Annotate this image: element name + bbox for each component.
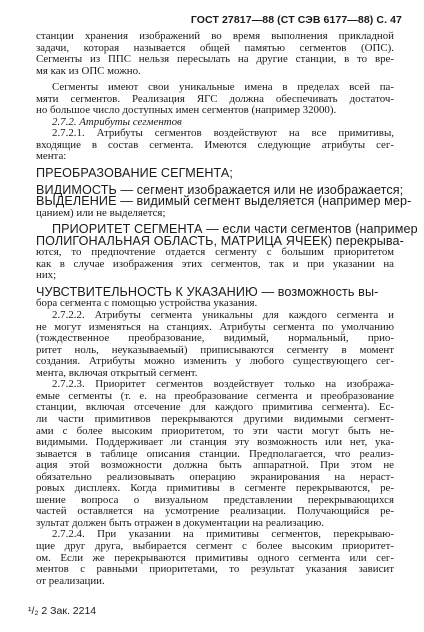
- text-line: ами с более высоким приоритетом, то эти части могут быть не-: [36, 424, 394, 437]
- text-line: 2.7.2.3. Приоритет сегментов воздействует только на изобража-: [52, 378, 394, 391]
- text-line: бора сегмента с помощью устройства указания.: [36, 297, 258, 310]
- text-line: 2.7.2.4. При указании на примитивы сегментов, перекрываю-: [52, 528, 394, 541]
- text-line: цанием) или не выделяется;: [36, 206, 166, 219]
- attribute-item: ЧУВСТВИТЕЛЬНОСТЬ К УКАЗАНИЮ — возможность вы-: [36, 284, 379, 299]
- text-line: Сегменты из ППС нельзя пересылать на другие станции, в то вре-: [36, 53, 394, 66]
- text-line: ются, то предпочтение отдается сегменту с большим приоритетом: [36, 246, 394, 259]
- text-line: ровых дисплеях. Когда примитивы в сегменте перекрываются, ре-: [36, 482, 394, 495]
- text-line: создания. Атрибуты можно изменить у любого существующего сег-: [36, 355, 394, 368]
- text-line: ПОЛИГОНАЛЬНАЯ ОБЛАСТЬ, МАТРИЦА ЯЧЕЕК) перекрыва-: [36, 233, 404, 248]
- running-head: ГОСТ 27817—88 (СТ СЭВ 6177—88) С. 47: [190, 14, 402, 26]
- text-line: ация этой возможности должна быть аппаратной. При этом не: [36, 459, 394, 472]
- text-line: ом. Если же перекрываются примитивы одного сегмента или сег-: [36, 551, 394, 564]
- text-line: зывается в таблице описания станции. Предполагается, что реализ-: [36, 447, 394, 460]
- text-line: мента, включая открытый сегмент.: [36, 366, 198, 379]
- text-line: но большое число доступных имен сегментов (например 32000).: [36, 104, 337, 117]
- text-line: емые сегменты (т. е. на преобразование сегмента и преобразование: [36, 389, 394, 402]
- text-line: мента:: [36, 150, 67, 163]
- attribute-item: ВЫДЕЛЕНИЕ — видимый сегмент выделяется (например мер-: [36, 194, 412, 209]
- text-line: 2.7.2.1. Атрибуты сегментов воздействуют на все примитивы,: [52, 127, 394, 140]
- text-line: ритет ноль, неуказываемый) приписываются сегменту в момент: [36, 343, 394, 356]
- text-line: входящие в состав сегмента. Имеются следующие атрибуты сег-: [36, 138, 394, 151]
- body-text: [36, 30, 418, 587]
- text-line: ментов с равными приоритетами, то результат указания зависит: [36, 563, 394, 576]
- text-line: как в случае изображения этих сегментов, так и при указании на: [36, 257, 394, 270]
- text-line: частей оставляется на усмотрение реализации. Получающийся ре-: [36, 505, 394, 518]
- text-line: станции хранения изображений во время выполнения прикладной: [36, 30, 394, 42]
- text-line: обязательно реализовывать операцию экранирования на нераст-: [36, 470, 394, 483]
- text-line: них;: [36, 269, 57, 282]
- text-line: видимыми. Поддерживает ли станция эту возможность или нет, ука-: [36, 436, 394, 449]
- section-heading: 2.7.2. Атрибуты сегментов: [52, 115, 182, 128]
- attribute-item: ПРЕОБРАЗОВАНИЕ СЕГМЕНТА;: [36, 166, 233, 181]
- text-line: мяти сегментов. Реализация ЯГС должна обеспечивать достаточ-: [36, 92, 394, 105]
- text-line: щие друг друга, выбирается сегмент с более высоким приоритет-: [36, 539, 394, 552]
- text-line: Сегменты имеют свои уникальные имена в пределах всей па-: [52, 81, 394, 94]
- printer-signature-mark: ¹/₂ 2 Зак. 2214: [28, 605, 97, 617]
- text-line: ли части примитивов перекрываются другими видимыми сегмент-: [36, 412, 394, 425]
- attribute-item: ВИДИМОСТЬ — сегмент изображается или не изображается;: [36, 182, 404, 197]
- text-line: (тождественное преобразование, видимый, нормальный, прио-: [36, 332, 394, 345]
- text-line: от реализации.: [36, 574, 105, 587]
- text-line: зультат должен быть отражен в документации на реализацию.: [36, 516, 324, 529]
- text-line: станции, включая отсечение для каждого примитива сегмента). Ес-: [36, 401, 394, 414]
- text-line: мя как из ОПС можно.: [36, 64, 141, 77]
- text-line: задачи, которая называется общей памятью сегментов (ОПС).: [36, 41, 394, 54]
- text-line: не могут изменяться на станциях. Атрибуты сегмента по умолчанию: [36, 320, 394, 333]
- text-line: 2.7.2.2. Атрибуты сегмента уникальны для каждого сегмента и: [52, 309, 394, 322]
- attribute-item: ПРИОРИТЕТ СЕГМЕНТА — если части сегментов (например: [52, 222, 418, 237]
- text-line: шение вопроса о визуальном представлении перекрывающихся: [36, 493, 394, 506]
